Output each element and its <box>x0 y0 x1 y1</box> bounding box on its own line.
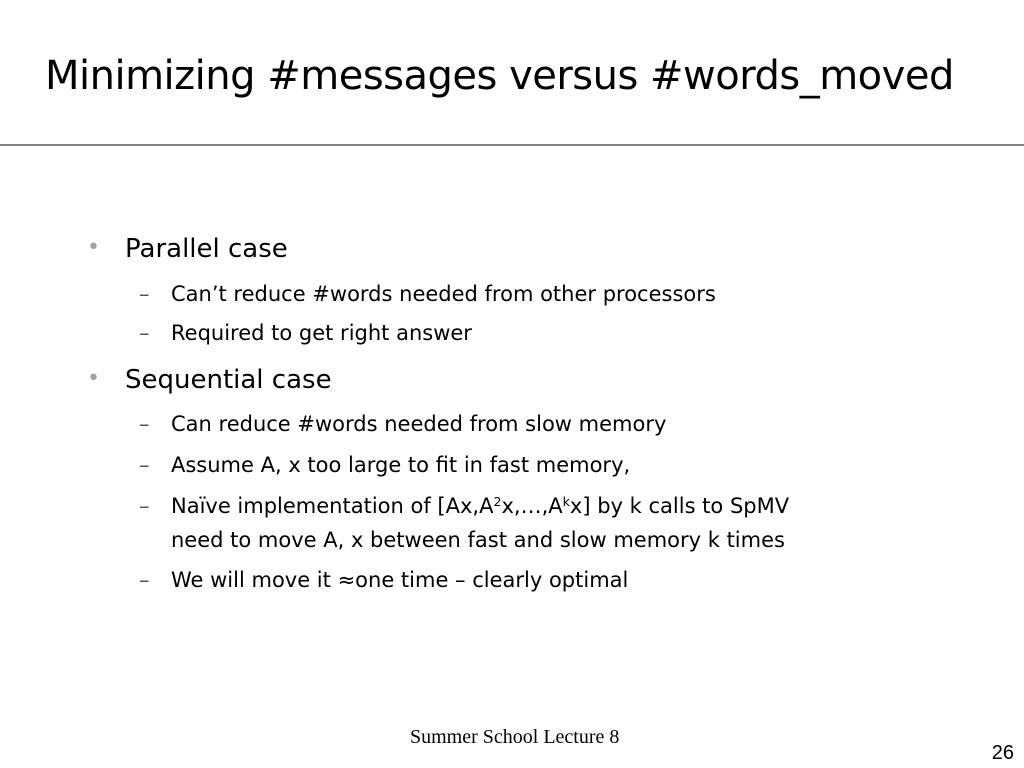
text-run: x] by k calls to SpMV <box>569 494 790 518</box>
slide-footer: Summer School Lecture 8 <box>410 726 620 748</box>
title-divider <box>0 144 1024 146</box>
sub-bullet-text: Can’t reduce #words needed from other processors <box>171 282 716 306</box>
text-run: one time – clearly optimal <box>355 568 629 592</box>
dash-marker: – <box>139 453 150 477</box>
bullet-marker: • <box>87 366 100 391</box>
sub-bullet-text: need to move A, x between fast and slow memory k times <box>171 528 785 552</box>
text-run: Naïve implementation of [Ax,A <box>171 494 494 518</box>
dash-marker: – <box>139 412 150 436</box>
bullet-marker: • <box>87 235 100 260</box>
text-run: We will move it <box>171 568 338 592</box>
sub-bullet-text: Can reduce #words needed from slow memory <box>171 412 667 436</box>
superscript: k <box>562 494 570 510</box>
approx-symbol: ≈ <box>337 568 356 592</box>
sub-bullet-text <box>171 496 789 517</box>
sub-bullet-text: Required to get right answer <box>171 321 472 345</box>
bullet-text: Parallel case <box>125 234 288 264</box>
text-run: x,…,A <box>501 494 563 518</box>
dash-marker: – <box>139 568 150 592</box>
bullet-text: Sequential case <box>125 365 332 395</box>
superscript: 2 <box>493 494 502 510</box>
slide-number: 26 <box>991 742 1014 764</box>
dash-marker: – <box>139 494 150 518</box>
sub-bullet-text <box>171 570 628 591</box>
dash-marker: – <box>139 282 150 306</box>
dash-marker: – <box>139 321 150 345</box>
slide-title: Minimizing #messages versus #words_moved <box>45 53 954 99</box>
sub-bullet-text: Assume A, x too large to fit in fast memory, <box>171 453 631 477</box>
